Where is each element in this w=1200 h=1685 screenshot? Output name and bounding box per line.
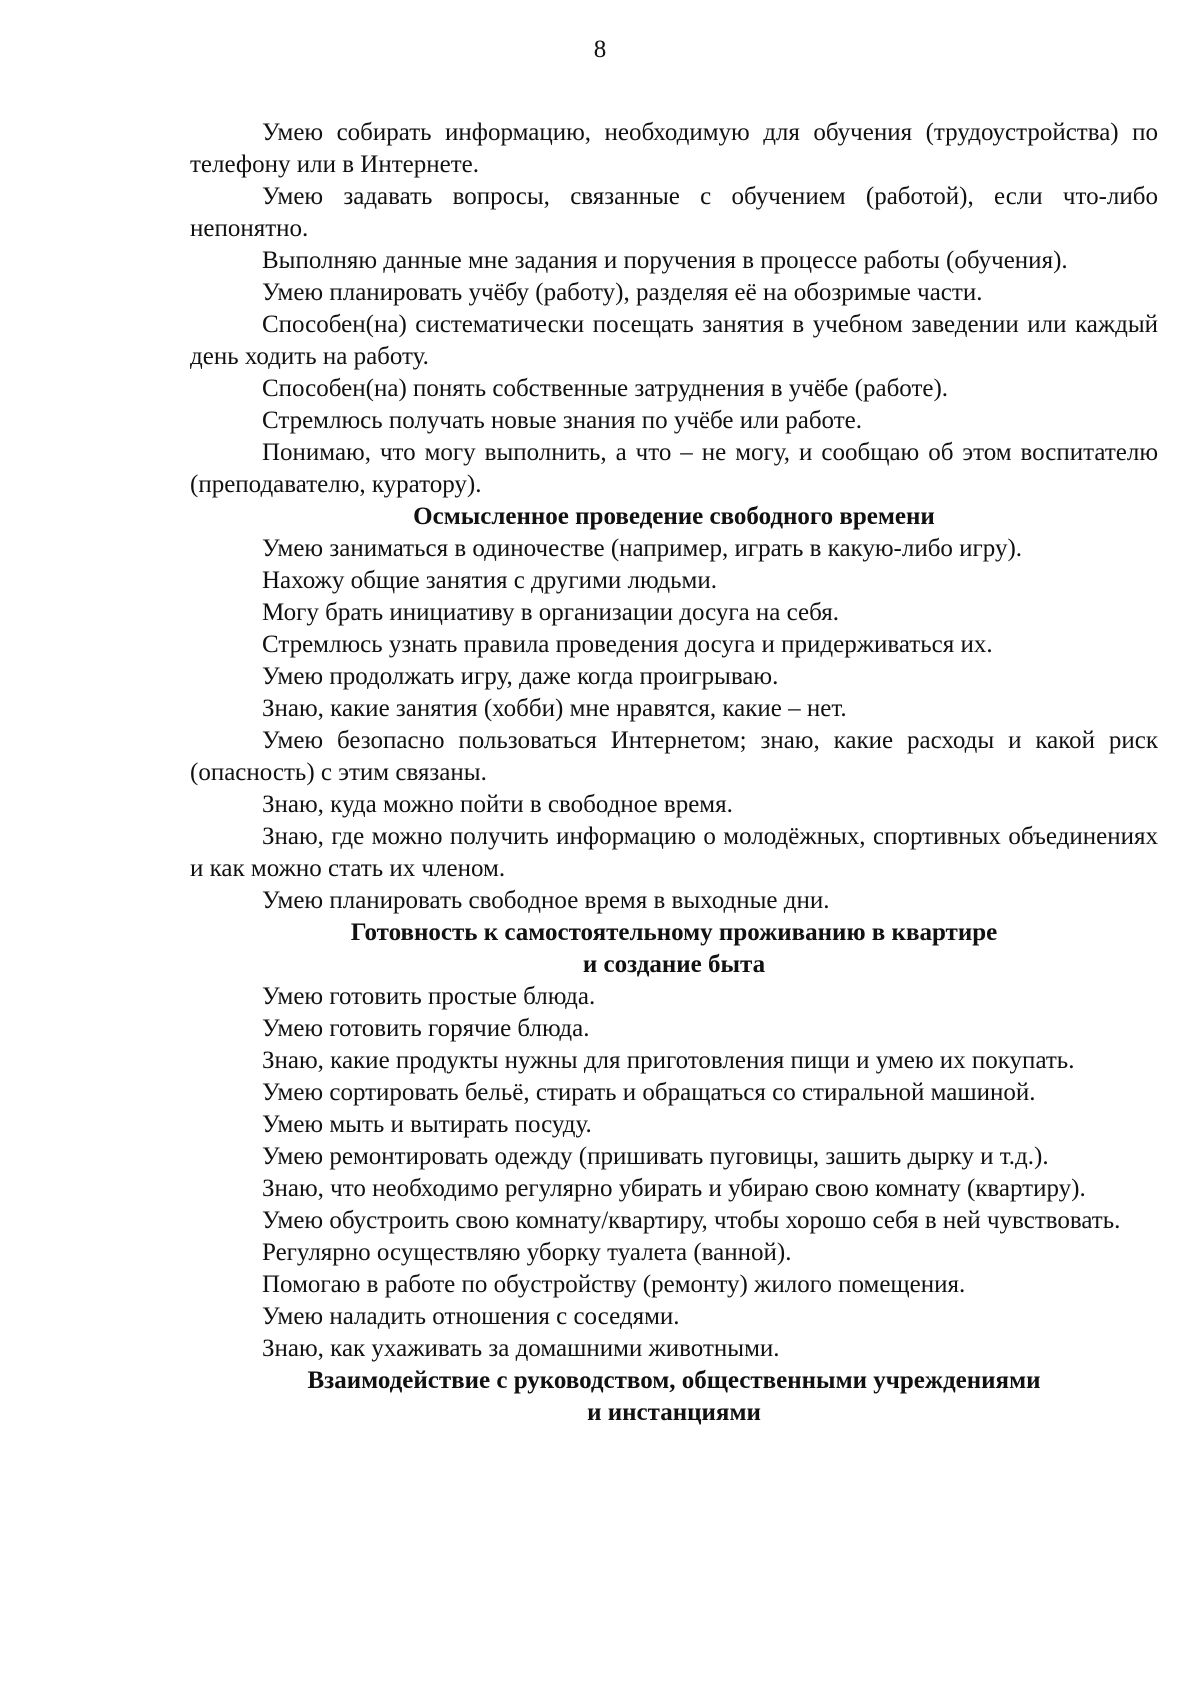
paragraph: Умею планировать учёбу (работу), разделяя её на обозримые части.: [262, 279, 983, 306]
paragraph: Умею ремонтировать одежду (пришивать пуговицы, зашить дырку и т.д.).: [262, 1143, 1049, 1170]
paragraph: Способен(на) понять собственные затруднения в учёбе (работе).: [262, 375, 949, 402]
section-heading-line: и инстанциями: [587, 1399, 761, 1426]
section-heading: [190, 917, 1158, 981]
paragraph: Стремлюсь узнать правила проведения досуга и придерживаться их.: [262, 631, 993, 658]
section-heading-line: и создание быта: [582, 951, 766, 978]
paragraph: Умею безопасно пользоваться Интернетом; знаю, какие расходы и какой риск (опасность) с этим связаны.: [190, 727, 1158, 786]
paragraph: Знаю, какие занятия (хобби) мне нравятся, какие – нет.: [262, 695, 847, 722]
paragraph: Умею продолжать игру, даже когда проигрываю.: [262, 663, 779, 690]
paragraph: Регулярно осуществляю уборку туалета (ванной).: [262, 1239, 792, 1266]
paragraph: Могу брать инициативу в организации досуга на себя.: [262, 599, 840, 626]
paragraph: Знаю, как ухаживать за домашними животными.: [262, 1335, 780, 1362]
paragraph: Умею готовить простые блюда.: [262, 983, 596, 1010]
paragraph: Умею мыть и вытирать посуду.: [262, 1111, 592, 1138]
section-heading-line: Взаимодействие с руководством, общественными учреждениями: [307, 1367, 1041, 1394]
paragraph: Умею задавать вопросы, связанные с обучением (работой), если что-либо непонятно.: [190, 183, 1158, 242]
paragraph: Умею готовить горячие блюда.: [262, 1015, 590, 1042]
paragraph: Знаю, что необходимо регулярно убирать и убираю свою комнату (квартиру).: [262, 1175, 1086, 1202]
page-number: 8: [593, 36, 607, 63]
paragraph: Умею заниматься в одиночестве (например, играть в какую-либо игру).: [262, 535, 1023, 562]
paragraph: Способен(на) систематически посещать занятия в учебном заведении или каждый день ходить на работу.: [190, 311, 1158, 370]
paragraph: Знаю, где можно получить информацию о молодёжных, спортивных объединениях и как можно стать их членом.: [190, 823, 1158, 882]
paragraph: Знаю, куда можно пойти в свободное время.: [262, 791, 733, 818]
section-heading: Осмысленное проведение свободного времени: [413, 503, 935, 530]
document-body: [190, 117, 1158, 1429]
paragraph: Умею обустроить свою комнату/квартиру, чтобы хорошо себя в ней чувствовать.: [262, 1207, 1121, 1234]
paragraph: Умею планировать свободное время в выходные дни.: [262, 887, 830, 914]
paragraph: Выполняю данные мне задания и поручения в процессе работы (обучения).: [262, 247, 1068, 274]
paragraph: Знаю, какие продукты нужны для приготовления пищи и умею их покупать.: [262, 1047, 1075, 1074]
paragraph: Умею наладить отношения с соседями.: [262, 1303, 680, 1330]
section-heading-line: Готовность к самостоятельному проживанию в квартире: [350, 919, 998, 946]
section-heading: [190, 1365, 1158, 1429]
paragraph: Умею собирать информацию, необходимую для обучения (трудоустройства) по телефону или в Интернете.: [190, 119, 1158, 178]
paragraph: Помогаю в работе по обустройству (ремонту) жилого помещения.: [262, 1271, 966, 1298]
paragraph: Стремлюсь получать новые знания по учёбе или работе.: [262, 407, 862, 434]
paragraph: Понимаю, что могу выполнить, а что – не могу, и сообщаю об этом воспитателю (преподавателю, куратору).: [190, 439, 1158, 498]
paragraph: Умею сортировать бельё, стирать и обращаться со стиральной машиной.: [262, 1079, 1036, 1106]
paragraph: Нахожу общие занятия с другими людьми.: [262, 567, 717, 594]
